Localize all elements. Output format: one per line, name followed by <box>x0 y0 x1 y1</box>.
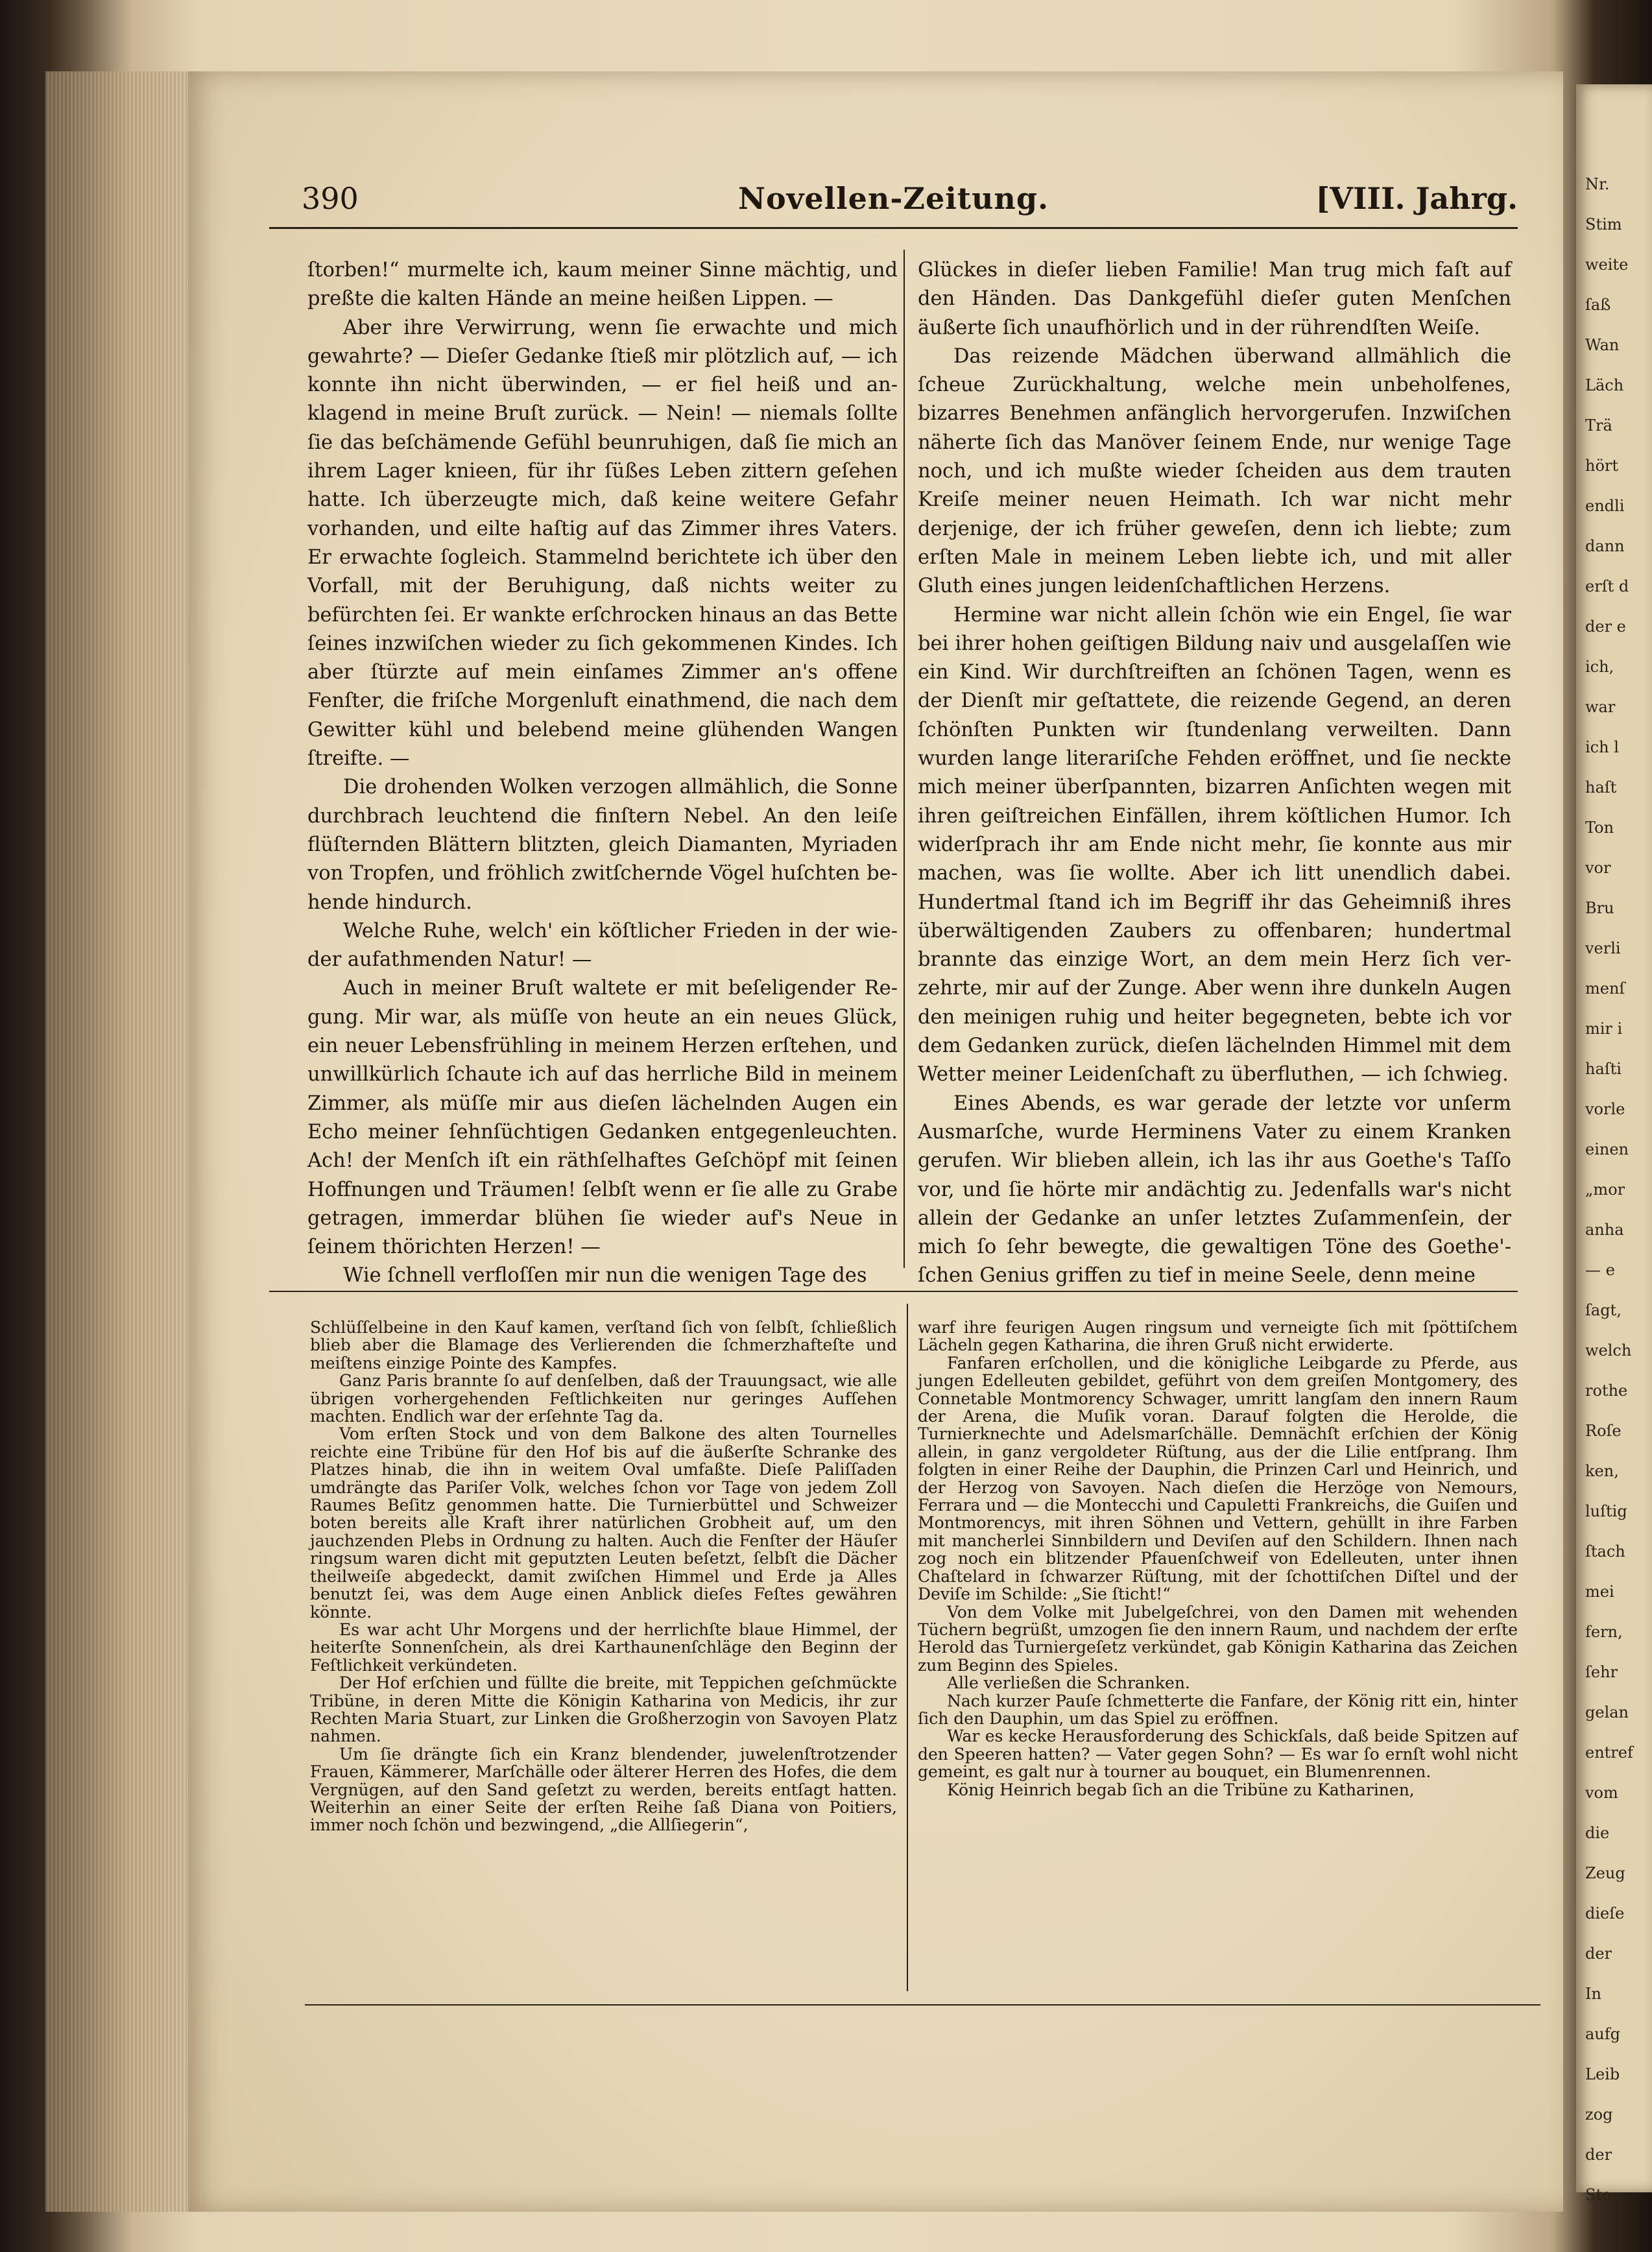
adjacent-page-fragment: Stim <box>1585 215 1622 234</box>
paragraph: Schlüſſelbeine in den Kauf kamen, verſtand ſich von ſelbſt, ſchließlich blieb aber die Blamage des Verlierenden die ſchmerzhafteſte und meiſtens einzige Pointe des Kampfes. <box>310 1318 897 1372</box>
page-number: 390 <box>302 181 359 216</box>
paragraph: Um ſie drängte ſich ein Kranz blendender, juwelenſtrotzender Frauen, Kämmerer, Marſchälle oder älterer Herren des Hofes, die dem Vergnügen, auf den Sand geſetzt zu werden, bereits entſagt hatten. Weiterhin an einer Seite der erſten Reihe ſaß Diana von Poitiers, immer noch ſchön und bezwingend, „die Allſiegerin“, <box>310 1744 897 1835</box>
adjacent-page-fragment: der <box>1585 2146 1612 2164</box>
adjacent-page-fragment: Roſe <box>1585 1422 1622 1440</box>
adjacent-page-fragment: ich l <box>1585 738 1619 756</box>
adjacent-page-fragment: mir i <box>1585 1020 1623 1038</box>
paragraph: Die drohenden Wolken verzogen allmählich, die Sonne durchbrach leuchtend die finſtern Nebel. An den leiſe flüſternden Blättern blitzten, gleich Diamanten, Myriaden von Tropfen, und fröhlich zwitſchernde Vögel huſchten behende hindurch. <box>307 776 898 914</box>
running-header <box>269 172 1518 224</box>
paragraph: warf ihre feurigen Augen ringsum und verneigte ſich mit ſpöttiſchem Lächeln gegen Katharina, die ihren Gruß nicht erwiderte. <box>918 1318 1518 1355</box>
adjacent-page-fragment: zog <box>1585 2105 1613 2124</box>
adjacent-page-fragment: einen <box>1585 1140 1629 1158</box>
adjacent-page-fragment: anha <box>1585 1221 1624 1239</box>
adjacent-page-fragment: Läch <box>1585 376 1624 394</box>
adjacent-page-fragment: die <box>1585 1824 1610 1842</box>
adjacent-page-fragment: welch <box>1585 1341 1632 1360</box>
adjacent-page-fragment: Nr. <box>1585 175 1610 193</box>
adjacent-page-fragment: Ton <box>1585 819 1614 837</box>
adjacent-page-fragment: Trä <box>1585 416 1612 435</box>
adjacent-page-fragment: hört <box>1585 457 1619 475</box>
header-rule <box>269 227 1518 229</box>
adjacent-page-fragment: der e <box>1585 617 1626 636</box>
adjacent-page-fragment: ſehr <box>1585 1663 1618 1681</box>
paragraph: Das reizende Mädchen überwand allmählich die ſcheue Zurückhaltung, welche mein unbeholfenes, bizarres Benehmen anfänglich hervorgerufen. Inzwiſchen näherte ſich das Manöver ſeinem Ende, nur wenige Tage noch, und ich mußte wieder ſcheiden aus dem trauten Kreiſe meiner neuen Heimath. Ich war nicht mehr derjenige, der ich früher geweſen, denn ich liebte; zum erſten Male in meinem Leben liebte ich, und mit aller Gluth eines jungen leidenſchaftlichen Herzens. <box>918 344 1511 598</box>
paragraph: Wie ſchnell verfloſſen mir nun die wenigen Tage des <box>343 1264 867 1288</box>
adjacent-page-fragment: In <box>1585 1985 1601 2003</box>
paragraph: Fanfaren erſchollen, und die königliche Leibgarde zu Pferde, aus jungen Edelleuten gebildet, geführt von dem greiſen Montgomery, des Connetable Montmorency Schwager, umritt langſam den innern Raum der Arena, die Muſik voran. Darauf folgten die Herolde, die Turnierknechte und Adelsmarſchälle. Demnächſt erſchien der König allein, in ganz vergoldeter Rüſtung, aus der die Lilie entſprang. Ihm folgten in einer Reihe der Dauphin, die Prinzen Carl und Heinrich, und der Herzog von Savoyen. Nach dieſen die Herzöge von Nemours, Ferrara und — die Montecchi und Capuletti Frankreichs, die Guiſen und Montmorencys, mit ihren Söhnen und Vettern, gehüllt in ihre Farben mit mancherlei Sinnbildern und Deviſen auf den Schildern. Ihnen nach zog noch ein blitzender Pfauenſchweif von Edelleuten, unter ihnen Chaſtelard in ſchwarzer Rüſtung, mit der ſchottiſchen Diſtel und der Deviſe im Schilde: „Sie ſticht!“ <box>918 1353 1518 1604</box>
adjacent-page-fragment: weite <box>1585 256 1629 274</box>
paragraph: Nach kurzer Pauſe ſchmetterte die Fanfare, der König ritt ein, hinter ſich den Dauphin, um das Spiel zu eröffnen. <box>918 1691 1518 1728</box>
adjacent-page-fragment: aufg <box>1585 2025 1621 2043</box>
volume-label: [VIII. Jahrg. <box>1315 181 1518 216</box>
paragraph: ſtorben!“ murmelte ich, kaum meiner Sinne mächtig, und preßte die kalten Hände an meine heißen Lippen. — <box>307 259 898 311</box>
adjacent-page-fragment: — e <box>1585 1261 1615 1279</box>
journal-title: Novellen-Zeitung. <box>737 181 1049 216</box>
upper-column-divider <box>904 250 905 1268</box>
adjacent-page-fragment: dieſe <box>1585 1904 1625 1923</box>
lower-right-column <box>918 1319 1518 2000</box>
lower-left-column <box>310 1319 897 2000</box>
paragraph: Eines Abends, es war gerade der letzte vor unſerm Ausmarſche, wurde Herminens Vater zu einem Kranken gerufen. Wir blieben allein, ich las ihr aus Goethe's Taſſo vor, und ſie hörte mir andächtig zu. Jedenfalls war's nicht allein der Gedanke an unſer letztes Zuſammenſein, der mich ſo ſehr bewegte, die gewaltigen Töne des Goethe'ſchen Genius griffen zu tief in meine Seele, denn meine <box>918 1092 1511 1288</box>
paragraph: Der Hof erſchien und füllte die breite, mit Teppichen geſchmückte Tribüne, in deren Mitte die Königin Katharina von Medicis, ihr zur Rechten Maria Stuart, zur Linken die Großherzogin von Savoyen Platz nahmen. <box>310 1673 897 1746</box>
adjacent-page-fragment: ſagt, <box>1585 1301 1622 1319</box>
adjacent-page-fragment: ich, <box>1585 658 1614 676</box>
paragraph: Welche Ruhe, welch' ein köſtlicher Frieden in der wieder aufathmenden Natur! — <box>307 919 898 972</box>
adjacent-page-fragment: ſaß <box>1585 296 1611 314</box>
adjacent-page-fragment: endli <box>1585 497 1625 515</box>
adjacent-page-fragment: erſt d <box>1585 577 1629 595</box>
adjacent-page-fragment: ſtach <box>1585 1542 1625 1561</box>
adjacent-page-fragment: Bru <box>1585 899 1614 917</box>
adjacent-page-fragment: vom <box>1585 1784 1618 1802</box>
adjacent-page-fragment: ken, <box>1585 1462 1619 1480</box>
adjacent-page-fragment: entref <box>1585 1743 1633 1762</box>
adjacent-page-fragment: menſ <box>1585 979 1625 998</box>
adjacent-page-fragment: vor <box>1585 859 1611 877</box>
adjacent-page-fragment: Wan <box>1585 336 1620 354</box>
paragraph: War es kecke Herausforderung des Schickſals, daß beide Spitzen auf den Speeren hatten? — Vater gegen Sohn? — Es war ſo ernſt wohl nicht gemeint, es galt nur à tourner au bouquet, ein Blumenrennen. <box>918 1727 1518 1782</box>
adjacent-page-fragment: gelan <box>1585 1703 1629 1721</box>
adjacent-page-fragment: vorle <box>1585 1100 1625 1118</box>
paragraph: Auch in meiner Bruſt waltete er mit beſeligender Regung. Mir war, als müſſe von heute an ein neues Glück, ein neuer Lebensfrühling in meinem Herzen erſtehen, und unwillkürlich ſchaute ich auf das herrliche Bild in meinem Zimmer, als müſſe mir aus dieſen lächelnden Augen ein Echo meiner ſehnſüchtigen Gedanken entgegenleuchten. Ach! der Menſch iſt ein räthſelhaftes Geſchöpf mit ſeinen Hoffnungen und Träumen! ſelbſt wenn er ſie alle zu Grabe getragen, immerdar blühen ſie wieder auf's Neue in ſeinem thörichten Herzen! — <box>307 977 898 1259</box>
adjacent-page-fragment: rothe <box>1585 1382 1628 1400</box>
paragraph: Aber ihre Verwirrung, wenn ſie erwachte und mich gewahrte? — Dieſer Gedanke ſtieß mir plötzlich auf, — ich konnte ihn nicht überwinden, — er fiel heiß und anklagend in meine Bruſt zurück. — Nein! — niemals ſollte ſie das beſchämende Gefühl beunruhigen, daß ſie mich an ihrem Lager knieen, für ihr ſüßes Leben zittern geſehen hatte. Ich überzeugte mich, daß keine weitere Gefahr vorhanden, und eilte haſtig auf das Zimmer ihres Vaters. Er erwachte ſogleich. Stammelnd berichtete ich über den Vorfall, mit der Beruhigung, daß nichts weiter zu befürchten ſei. Er wankte erſchrocken hinaus an das Bette ſeines inzwiſchen wieder zu ſich gekommenen Kindes. Ich aber ſtürzte auf mein einſames Zimmer an's offene Fenſter, die friſche Morgenluft einathmend, die nach dem Gewitter kühl und belebend meine glühenden Wangen ſtreifte. — <box>307 316 898 771</box>
paragraph: Vom erſten Stock und von dem Balkone des alten Tournelles reichte eine Tribüne für den Hof bis auf die äußerſte Schranke des Platzes hinab, die ihn in weitem Oval umfaßte. Dieſe Paliſſaden umdrängte das Pariſer Volk, welches ſchon vor Tage von jedem Zoll Raumes Beſitz genommen hatte. Die Turnierbüttel und Schweizer boten bereits alle Kraft ihrer natürlichen Grobheit auf, um den jauchzenden Plebs in Ordnung zu halten. Auch die Fenſter der Häuſer ringsum waren dicht mit geputzten Leuten beſetzt, ſelbſt die Dächer theilweiſe abgedeckt, damit zwiſchen Himmel und Erde ja Alles benutzt ſei, was dem Auge einen Anblick dieſes Feſtes gewähren könnte. <box>310 1424 897 1622</box>
adjacent-page-fragment: Leib <box>1585 2065 1620 2083</box>
paragraph: Ganz Paris brannte ſo auf denſelben, daß der Trauungsact, wie alle übrigen vorhergehenden Feſtlichkeiten nur geringes Aufſehen machten. Endlich war der erſehnte Tag da. <box>310 1371 897 1426</box>
adjacent-page-fragment: war <box>1585 698 1616 716</box>
paragraph: Von dem Volke mit Jubelgeſchrei, von den Damen mit wehenden Tüchern begrüßt, umzogen ſie den innern Raum, und nachdem der erſte Herold das Turniergeſetz verkündet, gab Königin Katharina das Zeichen zum Beginn des Spieles. <box>918 1602 1518 1675</box>
paragraph: Es war acht Uhr Morgens und der herrlichſte blaue Himmel, der heiterſte Sonnenſchein, als drei Karthaunenſchläge den Beginn der Feſtlichkeit verkündeten. <box>310 1620 897 1675</box>
paragraph: Alle verließen die Schranken. <box>947 1673 1190 1693</box>
adjacent-page-fragment: mei <box>1585 1583 1614 1601</box>
adjacent-page-fragment: haſt <box>1585 778 1617 797</box>
adjacent-page-fragment: „mor <box>1585 1180 1625 1199</box>
upper-right-column <box>918 256 1511 1288</box>
adjacent-page-fragment: verli <box>1585 939 1621 957</box>
adjacent-page-fragment: Zeug <box>1585 1864 1625 1882</box>
adjacent-page-fragment: der <box>1585 1945 1612 1963</box>
paragraph: Hermine war nicht allein ſchön wie ein Engel, ſie war bei ihrer hohen geiſtigen Bildung naiv und ausgelaſſen wie ein Kind. Wir durchſtreiften an ſchönen Tagen, wenn es der Dienſt mir geſtattete, die reizende Gegend, an deren ſchönſten Punkten wir ſtundenlang verweilten. Dann wurden lange literariſche Fehden eröffnet, und ſie neckte mich meiner überſpannten, bizarren Anſichten wegen mit ihren geiſtreichen Einfällen, ihrem köſtlichen Humor. Ich widerſprach ihr am Ende nicht mehr, ſie konnte aus mir machen, was ſie wollte. Aber ich litt unendlich dabei. Hundertmal ſtand ich im Begriff ihr das Geheimniß ihres überwältigenden Zaubers zu offenbaren; hundertmal brannte das einzige Wort, an dem mein Herz ſich verzehrte, mir auf der Zunge. Aber wenn ihre dunkeln Augen den meinigen ruhig und heiter begegneten, bebte ich vor dem Gedanken zurück, dieſen lächelnden Himmel mit dem Wetter meiner Leidenſchaft zu überfluthen, — ich ſchwieg. <box>918 603 1511 1086</box>
upper-section-rule <box>269 1291 1518 1292</box>
adjacent-page-edge <box>1576 84 1652 2204</box>
adjacent-page-fragment: fern, <box>1585 1623 1623 1641</box>
lower-column-divider <box>907 1304 908 1991</box>
lower-section-rule <box>305 2004 1540 2006</box>
paragraph: Glückes in dieſer lieben Familie! Man trug mich faſt auf den Händen. Das Dankgefühl dieſer guten Menſchen äußerte ſich unaufhörlich und in der rührendſten Weiſe. <box>918 259 1511 339</box>
upper-left-column <box>307 256 898 1288</box>
paragraph: König Heinrich begab ſich an die Tribüne zu Katharinen, <box>947 1780 1415 1799</box>
adjacent-page-fragment: Sto <box>1585 2186 1612 2204</box>
adjacent-page-fragment: haſti <box>1585 1060 1622 1078</box>
adjacent-page-fragment: luſtig <box>1585 1502 1627 1520</box>
adjacent-page-fragment: dann <box>1585 537 1625 555</box>
